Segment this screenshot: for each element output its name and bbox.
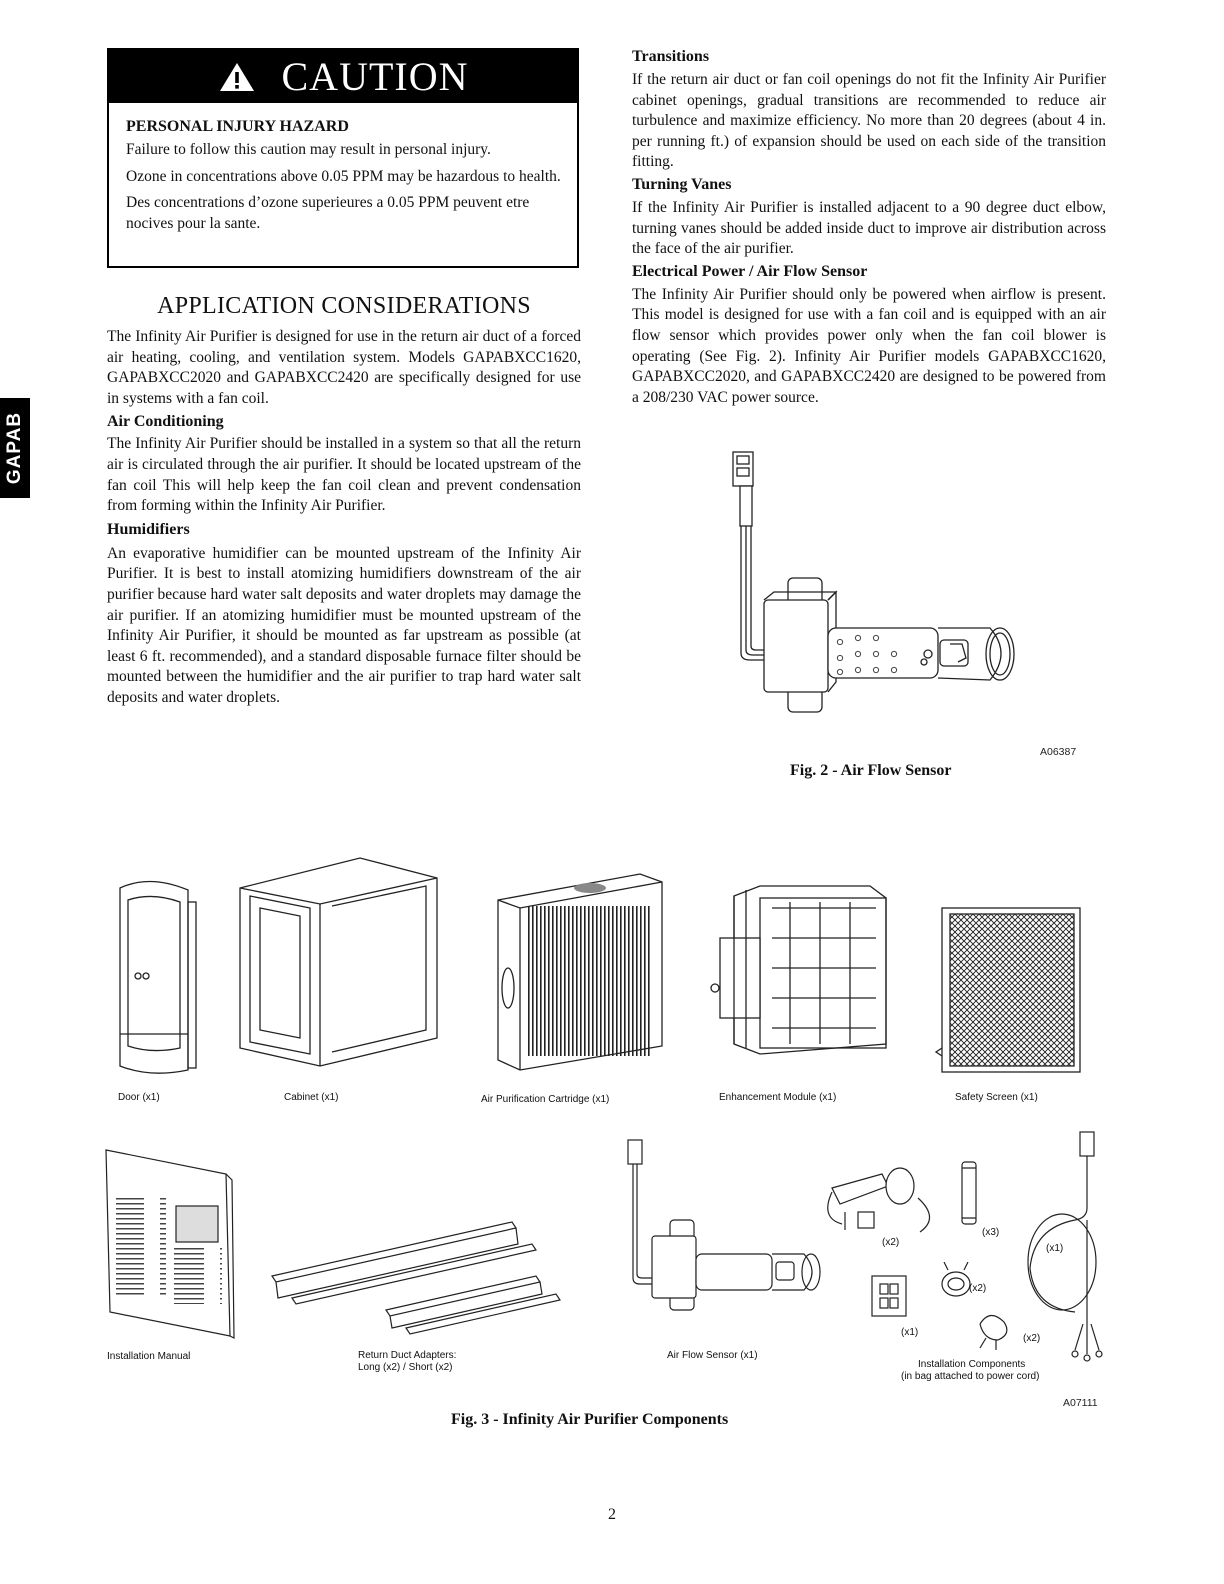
air-flow-sensor-label: Air Flow Sensor (x1) — [667, 1350, 758, 1361]
side-tab — [0, 398, 30, 498]
qty-label: (x2) — [1023, 1333, 1041, 1344]
qty-label: (x1) — [901, 1327, 919, 1338]
caution-box — [107, 48, 579, 268]
transitions-paragraph: If the return air duct or fan coil openings do not fit the Infinity Air Purifier cabinet openings, gradual transitions are recommended to reduce air turbulence and maximize efficiency. No more than 20 degrees (about 4 in. per running ft.) of expansion should be used on each side of the transition fitting. — [632, 71, 1106, 171]
caution-paragraph: Ozone in concentrations above 0.05 PPM may be hazardous to health. — [126, 167, 561, 185]
manual-label: Installation Manual — [107, 1351, 191, 1362]
air-flow-sensor-illustration — [700, 448, 1030, 748]
door-label: Door (x1) — [118, 1092, 160, 1103]
caution-title: CAUTION — [281, 54, 469, 99]
warning-triangle-icon — [218, 61, 256, 93]
page-number: 2 — [608, 1506, 616, 1523]
installation-components-sublabel: (in bag attached to power cord) — [901, 1371, 1040, 1382]
cartridge-label: Air Purification Cartridge (x1) — [481, 1094, 610, 1105]
enhancement-module-label: Enhancement Module (x1) — [719, 1092, 837, 1103]
left-column — [107, 327, 581, 709]
side-tab-label: GAPAB — [4, 411, 25, 485]
humidifiers-paragraph: An evaporative humidifier can be mounted upstream of the Infinity Air Purifier. It is best to install atomizing humidifiers downstream of the air purifier because hard water salt deposits and water droplets may damage the air purifier. If an atomizing humidifier must be mounted upstream of the Infinity Air Purifier, it should be mounted as far upstream as possible (at least 6 ft. recommended), and a standard disposable furnace filter should be mounted between the humidifier and the air purifier to trap hard water salt deposits and water droplets. — [107, 544, 581, 706]
caution-paragraph: Des concentrations d’ozone superieures a 0.05 PPM peuvent etre nocives pour la sante. — [126, 194, 530, 232]
intro-paragraph: The Infinity Air Purifier is designed for use in the return air duct of a forced air heating, cooling, and ventilation system. Models GAPABXCC1620, GAPABXCC2020 and GAPABXCC2420 are specifically designed for use in systems with a fan coil. — [107, 328, 581, 407]
components-row-1-illustration — [100, 848, 1100, 1078]
installation-components-label: Installation Components — [918, 1359, 1026, 1370]
caution-banner — [109, 50, 577, 103]
adapters-sublabel: Long (x2) / Short (x2) — [358, 1362, 453, 1373]
qty-label: (x1) — [1046, 1243, 1064, 1254]
air-conditioning-paragraph: The Infinity Air Purifier should be installed in a system so that all the return air is circulated through the air purifier. It should be located upstream of the fan coil This will help keep the fan coil clean and prevent condensation from forming within the Infinity Air Purifier. — [107, 435, 581, 515]
qty-label: (x2) — [882, 1237, 900, 1248]
power-paragraph: The Infinity Air Purifier should only be powered when airflow is present. This model is designed for use with a fan coil and is equipped with an air flow sensor which provides power only when the fan coil blower is operating (See Fig. 2). Infinity Air Purifier models GAPABXCC1620, GAPABXCC2020, and GAPABXCC2420 are designed to be powered from a 208/230 VAC power source. — [632, 285, 1106, 406]
transitions-heading: Transitions — [632, 48, 710, 65]
right-column — [632, 46, 1106, 408]
figure-3-caption: Fig. 3 - Infinity Air Purifier Components — [451, 1411, 729, 1428]
section-title: APPLICATION CONSIDERATIONS — [157, 293, 531, 319]
turning-vanes-heading: Turning Vanes — [632, 175, 732, 193]
qty-label: (x3) — [982, 1227, 1000, 1238]
hazard-heading: PERSONAL INJURY HAZARD — [126, 118, 349, 135]
power-heading: Electrical Power / Air Flow Sensor — [632, 262, 868, 280]
air-conditioning-heading: Air Conditioning — [107, 413, 224, 431]
turning-vanes-paragraph: If the Infinity Air Purifier is installed adjacent to a 90 degree duct elbow, turning vanes should be added inside duct to improve air distribution across the face of the air purifier. — [632, 198, 1106, 258]
figure-2-caption: Fig. 2 - Air Flow Sensor — [790, 762, 952, 779]
figure-code: A07111 — [1063, 1397, 1098, 1409]
cabinet-label: Cabinet (x1) — [284, 1092, 339, 1103]
figure-code: A06387 — [1040, 746, 1077, 758]
components-row-2-illustration — [100, 1128, 1110, 1368]
adapters-label: Return Duct Adapters: — [358, 1350, 457, 1361]
caution-paragraph: Failure to follow this caution may result in personal injury. — [126, 141, 491, 158]
qty-label: (x2) — [969, 1283, 987, 1294]
safety-screen-label: Safety Screen (x1) — [955, 1092, 1038, 1103]
humidifiers-heading: Humidifiers — [107, 520, 190, 538]
